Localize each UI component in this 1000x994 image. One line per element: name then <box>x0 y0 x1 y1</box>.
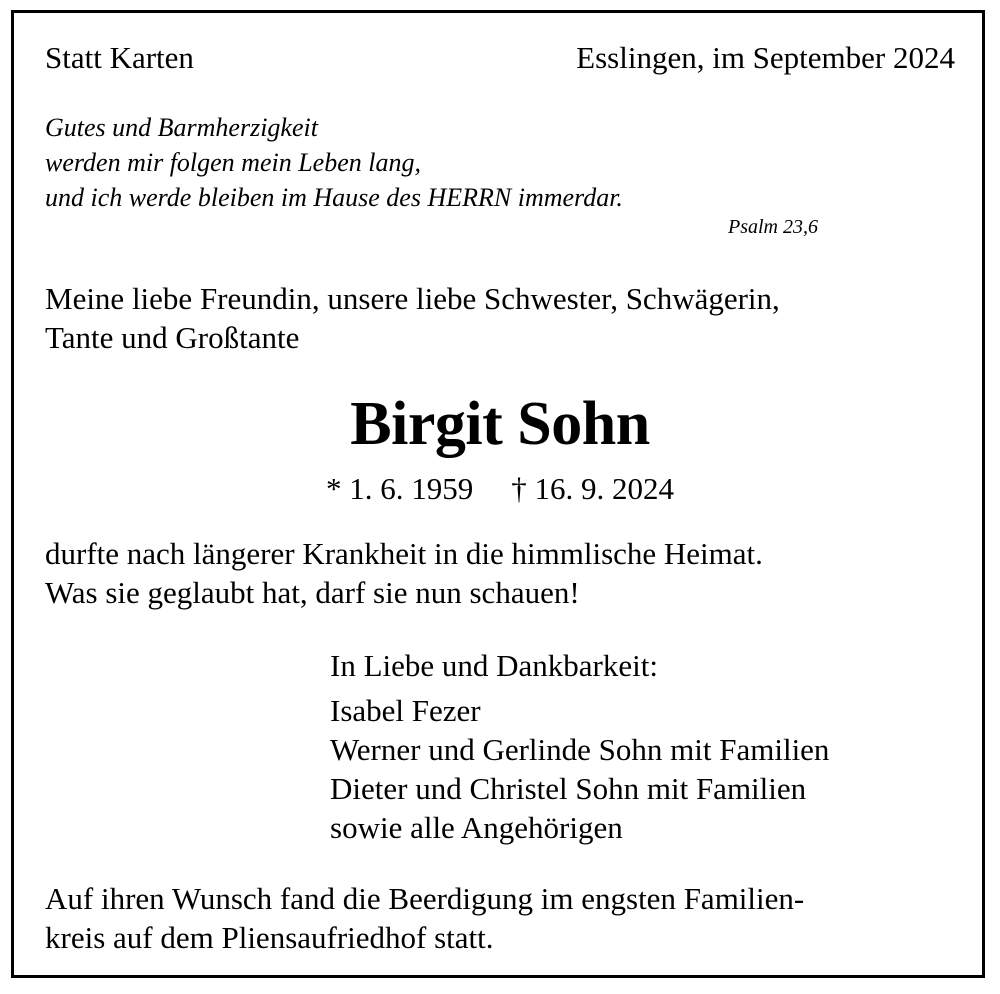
intro-line: Tante und Großtante <box>45 320 300 355</box>
message-line: Was sie geglaubt hat, darf sie nun schauen! <box>45 575 580 610</box>
mourner-name: Isabel Fezer <box>330 693 481 728</box>
statt-karten-label: Statt Karten <box>45 40 194 75</box>
life-dates <box>0 473 1000 504</box>
mourner-name: Werner und Gerlinde Sohn mit Familien <box>330 732 830 767</box>
message-line: durfte nach längerer Krankheit in die himmlische Heimat. <box>45 536 763 571</box>
verse-line: und ich werde bleiben im Hause des HERRN immerdar. <box>45 183 623 212</box>
verse-line: werden mir folgen mein Leben lang, <box>45 148 421 177</box>
mourners-heading: In Liebe und Dankbarkeit: <box>330 648 658 683</box>
deceased-name: Birgit Sohn <box>350 390 650 458</box>
death-date: † 16. 9. 2024 <box>511 471 674 506</box>
intro-line: Meine liebe Freundin, unsere liebe Schwester, Schwägerin, <box>45 281 780 316</box>
verse-source: Psalm 23,6 <box>728 216 818 238</box>
verse-line: Gutes und Barmherzigkeit <box>45 113 318 142</box>
funeral-note-line: Auf ihren Wunsch fand die Beerdigung im engsten Familien- <box>45 881 805 916</box>
place-date-line: Esslingen, im September 2024 <box>576 40 955 75</box>
mourner-name: sowie alle Angehörigen <box>330 810 623 845</box>
birth-date: * 1. 6. 1959 <box>326 471 474 506</box>
funeral-note-line: kreis auf dem Pliensaufriedhof statt. <box>45 920 494 955</box>
mourner-name: Dieter und Christel Sohn mit Familien <box>330 771 807 806</box>
